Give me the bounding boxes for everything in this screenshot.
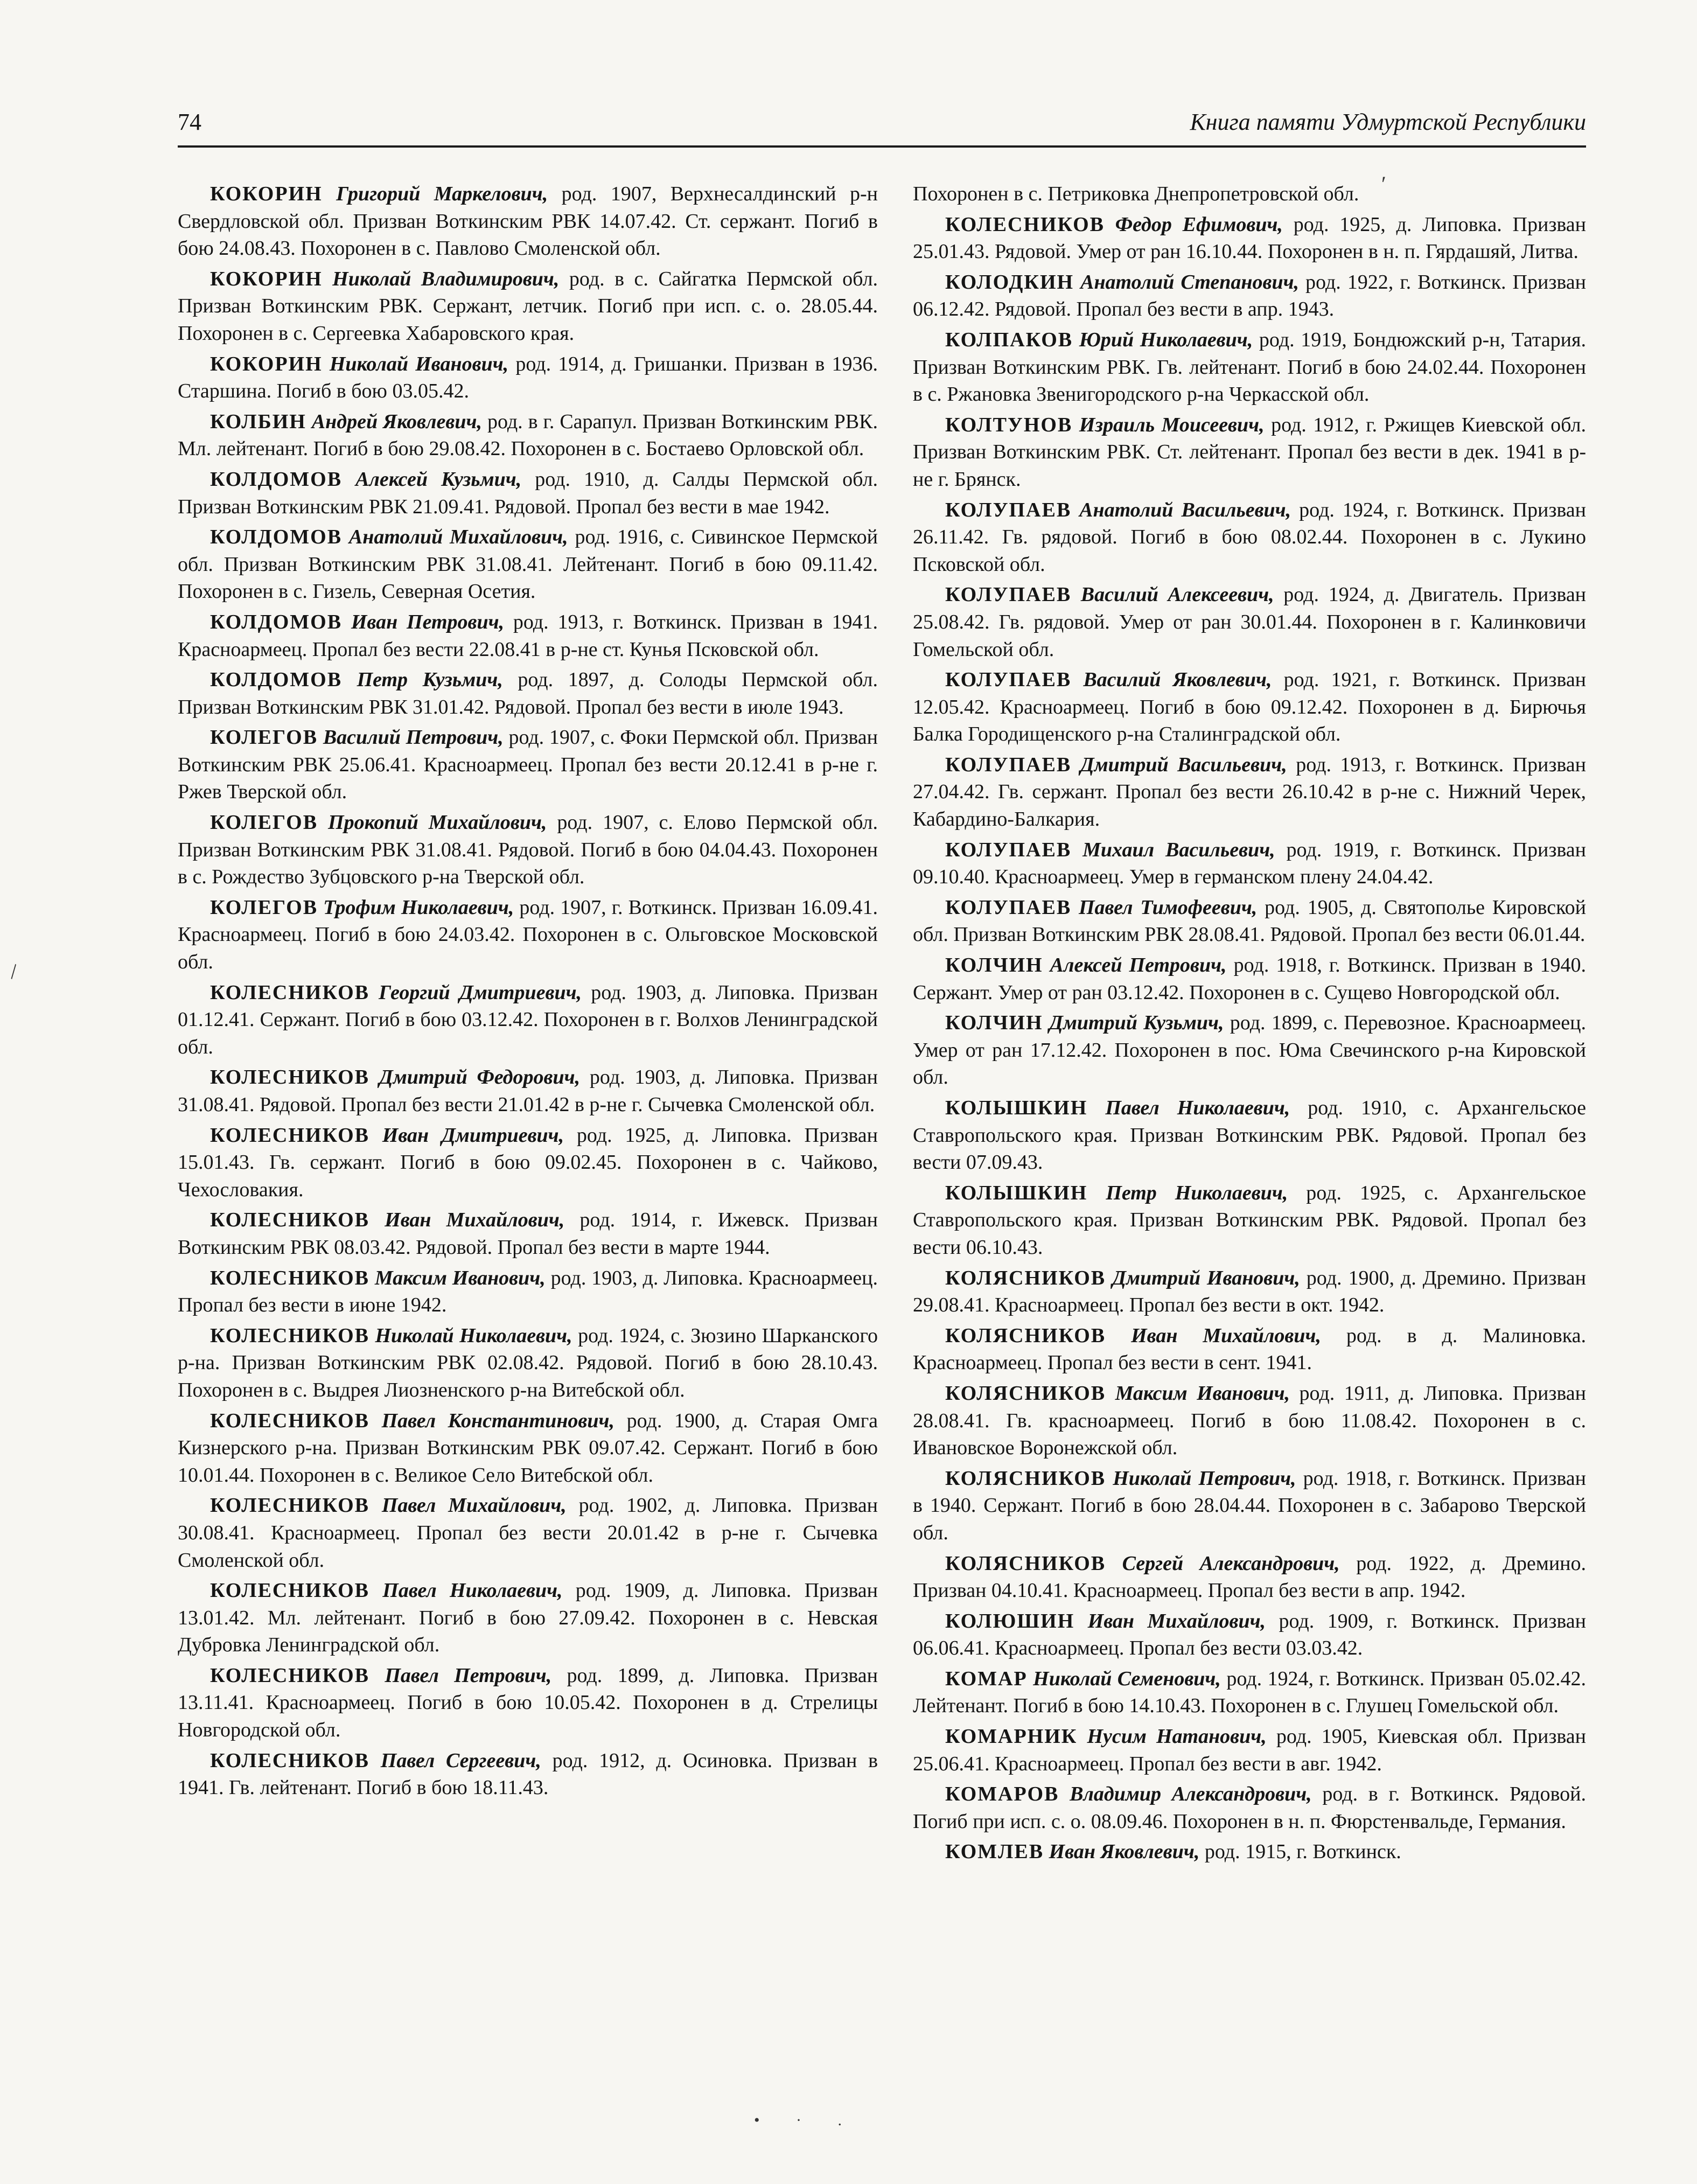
entry-given-name: Анатолий Михайлович, xyxy=(348,526,568,549)
memorial-entry xyxy=(913,1781,1586,1835)
entry-surname: КОЛУПАЕВ xyxy=(945,896,1072,919)
entry-surname: КОМАР xyxy=(945,1667,1028,1690)
entry-given-name: Николай Семенович, xyxy=(1033,1667,1221,1690)
entry-surname: КОЛЮШИН xyxy=(945,1609,1075,1632)
entry-surname: КОЛЫШКИН xyxy=(945,1181,1088,1204)
memorial-entry xyxy=(913,1094,1586,1176)
entry-given-name: Павел Константинович, xyxy=(381,1409,614,1432)
memorial-entry xyxy=(913,1550,1586,1604)
entry-surname: КОЛЕСНИКОВ xyxy=(210,1664,370,1687)
entry-details: род. 1902, д. Липовка. Призван 30.08.41. Красноармеец. Пропал без вести 20.01.42 в р-не г. Сычевка Смоленской обл. xyxy=(178,1494,878,1572)
memorial-entry xyxy=(178,724,878,806)
entry-details: род. 1903, д. Липовка. Красноармеец. Пропал без вести в июне 1942. xyxy=(178,1266,878,1317)
memorial-entry xyxy=(178,1206,878,1261)
entry-surname: КОКОРИН xyxy=(210,267,323,290)
entry-details: род. 1912, г. Ржищев Киевской обл. Призван Воткинским РВК. Ст. лейтенант. Пропал без вести в дек. 1941 в р-не г. Брянск. xyxy=(913,413,1586,491)
entry-given-name: Алексей Кузьмич, xyxy=(355,467,522,491)
scan-mark: ʹ xyxy=(1381,172,1386,196)
entry-given-name: Федор Ефимович, xyxy=(1115,213,1283,236)
entry-given-name: Иван Михайлович, xyxy=(1131,1324,1321,1347)
left-column xyxy=(178,180,878,2033)
entry-given-name: Нусим Натанович, xyxy=(1087,1725,1267,1748)
entry-details: род. 1900, д. Дремино. Призван 29.08.41. Красноармеец. Пропал без вести в окт. 1942. xyxy=(913,1266,1586,1317)
entry-surname: КОЛЯСНИКОВ xyxy=(945,1381,1106,1405)
memorial-entry xyxy=(178,1322,878,1404)
entry-given-name: Дмитрий Иванович, xyxy=(1112,1266,1300,1289)
entry-given-name: Максим Иванович, xyxy=(374,1266,546,1289)
entry-details: род. 1914, г. Ижевск. Призван Воткинским РВК 08.03.42. Рядовой. Пропал без вести в марте 1944. xyxy=(178,1209,878,1259)
entry-details: род. 1919, г. Воткинск. Призван 09.10.40. Красноармеец. Умер в германском плену 24.04.42. xyxy=(913,838,1586,889)
memorial-entry xyxy=(178,351,878,405)
entry-surname: КОЛЕСНИКОВ xyxy=(210,1266,370,1289)
entry-surname: КОЛПАКОВ xyxy=(945,328,1073,351)
entry-details: род. 1903, д. Липовка. Призван 01.12.41. Сержант. Погиб в бою 03.12.42. Похоронен в г. Волхов Ленинградской обл. xyxy=(178,981,878,1058)
entry-details: род. 1910, с. Архангельское Ставропольского края. Призван Воткинским РВК. Рядовой. Пропал без вести 07.09.43. xyxy=(913,1097,1586,1174)
entry-given-name: Павел Сергеевич, xyxy=(380,1749,541,1772)
entry-given-name: Анатолий Васильевич, xyxy=(1079,498,1291,521)
entry-details: род. 1924, с. Зюзино Шарканского р-на. Призван Воткинским РВК 02.08.42. Рядовой. Погиб в бою 28.10.43. Похоронен в с. Выдрея Лиозненского р-на Витебской обл. xyxy=(178,1324,878,1401)
entry-details: род. 1924, г. Воткинск. Призван 05.02.42. Лейтенант. Погиб в бою 14.10.43. Похоронен в с. Глушец Гомельской обл. xyxy=(913,1667,1586,1718)
entry-surname: КОЛТУНОВ xyxy=(945,413,1073,436)
entry-surname: КОЛЧИН xyxy=(945,1011,1043,1035)
entry-details: род. 1913, г. Воткинск. Призван 27.04.42. Гв. сержант. Пропал без вести 26.10.42 в р-не с. Нижний Черек, Кабардино-Балкария. xyxy=(913,753,1586,831)
memorial-entry xyxy=(913,1465,1586,1547)
memorial-entry xyxy=(913,751,1586,833)
entry-surname: КОЛЯСНИКОВ xyxy=(945,1552,1106,1575)
entry-surname: КОЛЯСНИКОВ xyxy=(945,1467,1106,1490)
entry-given-name: Григорий Маркелович, xyxy=(336,183,548,205)
entry-surname: КОЛЕСНИКОВ xyxy=(210,1209,370,1232)
entry-given-name: Николай Владимирович, xyxy=(332,267,560,290)
entry-given-name: Иван Михайлович, xyxy=(1087,1609,1266,1632)
memorial-entry xyxy=(913,211,1586,266)
page-number: 74 xyxy=(178,109,201,135)
entry-given-name: Юрий Николаевич, xyxy=(1079,328,1253,351)
memorial-entry xyxy=(178,408,878,463)
entry-surname: КОЛЕГОВ xyxy=(210,726,318,749)
memorial-entry xyxy=(913,411,1586,493)
right-column xyxy=(913,180,1586,2033)
entry-details: род. 1924, д. Двигатель. Призван 25.08.42. Гв. рядовой. Умер от ран 30.01.44. Похоронен в г. Калинковичи Гомельской обл. xyxy=(913,583,1586,661)
entry-details: род. 1909, г. Воткинск. Призван 06.06.41. Красноармеец. Пропал без вести 03.03.42. xyxy=(913,1609,1586,1660)
page-header xyxy=(178,106,1586,139)
memorial-entry xyxy=(178,894,878,976)
memorial-entry xyxy=(178,979,878,1061)
entry-given-name: Израиль Моисеевич, xyxy=(1079,413,1265,436)
header-rule xyxy=(178,145,1586,148)
entry-given-name: Иван Михайлович, xyxy=(385,1209,565,1232)
memorial-entry xyxy=(913,836,1586,891)
entry-surname: КОКОРИН xyxy=(210,352,323,375)
memorial-entry xyxy=(178,1122,878,1204)
entry-details: род. 1907, с. Фоки Пермской обл. Призван Воткинским РВК 25.06.41. Красноармеец. Пропал без вести 20.12.41 в р-не г. Ржев Тверской обл. xyxy=(178,726,878,804)
entry-surname: КОЛДОМОВ xyxy=(210,526,343,549)
entry-surname: КОЛЯСНИКОВ xyxy=(945,1324,1106,1347)
entry-details: род. 1907, г. Воткинск. Призван 16.09.41. Красноармеец. Погиб в бою 24.03.42. Похоронен в с. Ольговское Московской обл. xyxy=(178,896,878,974)
memorial-entry xyxy=(913,1009,1586,1091)
entry-surname: КОЛЕСНИКОВ xyxy=(210,1066,370,1089)
entry-given-name: Николай Петрович, xyxy=(1113,1467,1296,1490)
entry-given-name: Сергей Александрович, xyxy=(1122,1552,1340,1575)
memorial-entry xyxy=(178,1747,878,1802)
entry-details: род. 1909, д. Липовка. Призван 13.01.42. Мл. лейтенант. Погиб в бою 27.09.42. Похоронен в с. Невская Дубровка Ленинградской обл. xyxy=(178,1579,878,1657)
entry-details: род. 1924, г. Воткинск. Призван 26.11.42. Гв. рядовой. Погиб в бою 08.02.44. Похоронен в с. Лукино Псковской обл. xyxy=(913,498,1586,576)
memorial-entry xyxy=(178,1662,878,1744)
memorial-entry xyxy=(178,180,878,262)
entry-surname: КОЛЕГОВ xyxy=(210,811,318,834)
entry-details: род. 1918, г. Воткинск. Призван в 1940. Сержант. Погиб в бою 28.04.44. Похоронен в с. Забарово Тверской обл. xyxy=(913,1467,1586,1544)
entry-surname: КОЛУПАЕВ xyxy=(945,498,1072,521)
entry-given-name: Василий Петрович, xyxy=(323,726,504,749)
entry-given-name: Трофим Николаевич, xyxy=(323,896,514,919)
book-title: Книга памяти Удмуртской Республики xyxy=(1190,109,1586,135)
entry-surname: КОЛУПАЕВ xyxy=(945,583,1072,606)
entry-given-name: Дмитрий Кузьмич, xyxy=(1049,1011,1224,1035)
entry-surname: КОЛЕСНИКОВ xyxy=(210,1324,370,1347)
entry-surname: КОЛЯСНИКОВ xyxy=(945,1266,1106,1289)
entry-details: род. 1916, с. Сивинское Пермской обл. Призван Воткинским РВК 31.08.41. Лейтенант. Погиб в бою 09.11.42. Похоронен в с. Гизель, Северная Осетия. xyxy=(178,526,878,603)
entry-details: род. 1913, г. Воткинск. Призван в 1941. Красноармеец. Пропал без вести 22.08.41 в р-не ст. Кунья Псковской обл. xyxy=(178,610,878,661)
entry-details: род. 1903, д. Липовка. Призван 31.08.41. Рядовой. Пропал без вести 21.01.42 в р-не г. Сычевка Смоленской обл. xyxy=(178,1066,878,1116)
entry-surname: КОЛЕСНИКОВ xyxy=(210,1409,370,1432)
memorial-entry xyxy=(913,1608,1586,1662)
continuation-text: Похоронен в с. Петриковка Днепропетровской обл. xyxy=(913,183,1359,205)
memorial-entry xyxy=(913,269,1586,323)
entry-surname: КОЛУПАЕВ xyxy=(945,753,1072,776)
entry-given-name: Максим Иванович, xyxy=(1115,1381,1290,1405)
memorial-entry xyxy=(178,666,878,721)
entry-given-name: Павел Николаевич, xyxy=(382,1579,563,1602)
entry-details: род. 1914, д. Гришанки. Призван в 1936. Старшина. Погиб в бою 03.05.42. xyxy=(178,352,878,403)
entry-given-name: Василий Алексеевич, xyxy=(1080,583,1274,606)
scan-mark: \ xyxy=(4,959,24,983)
entry-surname: КОЛУПАЕВ xyxy=(945,838,1072,861)
entry-details: род. в с. Сайгатка Пермской обл. Призван Воткинским РВК. Сержант, летчик. Погиб при исп. с. о. 28.05.44. Похоронен в с. Сергеевка Хабаровского края. xyxy=(178,267,878,345)
entry-details: род. 1897, д. Солоды Пермской обл. Призван Воткинским РВК 31.01.42. Рядовой. Пропал без вести в июле 1943. xyxy=(178,668,878,718)
entry-details: род. 1912, д. Осиновка. Призван в 1941. Гв. лейтенант. Погиб в бою 18.11.43. xyxy=(178,1749,878,1799)
entry-details: род. в г. Сарапул. Призван Воткинским РВК. Мл. лейтенант. Погиб в бою 29.08.42. Похоронен в с. Бостаево Орловской обл. xyxy=(178,410,878,460)
entry-surname: КОЛЕСНИКОВ xyxy=(210,1124,370,1147)
entry-surname: КОЛУПАЕВ xyxy=(945,668,1072,692)
entry-surname: КОЛЕСНИКОВ xyxy=(210,981,370,1004)
memorial-entry xyxy=(178,1265,878,1319)
entry-details: род. 1922, г. Воткинск. Призван 06.12.42. Рядовой. Пропал без вести в апр. 1943. xyxy=(913,270,1586,321)
entry-details: род. 1919, Бондюжский р-н, Татария. Призван Воткинским РВК. Гв. лейтенант. Погиб в бою 24.02.44. Похоронен в с. Ржановка Звенигородского р-на Черкасской обл. xyxy=(913,328,1586,406)
entry-given-name: Иван Петрович, xyxy=(351,610,505,633)
entry-given-name: Николай Николаевич, xyxy=(375,1324,572,1347)
entry-details: род. 1899, с. Перевозное. Красноармеец. Умер от ран 17.12.42. Похоронен в пос. Юма Свечинского р-на Кировской обл. xyxy=(913,1011,1586,1089)
entry-details: род. 1910, д. Салды Пермской обл. Призван Воткинским РВК 21.09.41. Рядовой. Пропал без вести в мае 1942. xyxy=(178,467,878,518)
memorial-entry xyxy=(913,666,1586,748)
entry-details: род. в д. Малиновка. Красноармеец. Пропал без вести в сент. 1941. xyxy=(913,1324,1586,1374)
entry-details: род. 1918, г. Воткинск. Призван в 1940. Сержант. Умер от ран 03.12.42. Похоронен в с. Сущево Новгородской обл. xyxy=(913,954,1586,1004)
entry-details: род. 1925, д. Липовка. Призван 15.01.43. Гв. сержант. Погиб в бою 09.02.45. Похоронен в с. Чайково, Чехословакия. xyxy=(178,1124,878,1201)
memorial-entry xyxy=(913,326,1586,408)
entry-surname: КОМЛЕВ xyxy=(945,1840,1044,1864)
memorial-entry xyxy=(913,1265,1586,1319)
memorial-entry xyxy=(178,266,878,347)
memorial-entry xyxy=(913,952,1586,1006)
entry-given-name: Дмитрий Васильевич, xyxy=(1080,753,1287,776)
entry-given-name: Георгий Дмитриевич, xyxy=(379,981,582,1004)
memorial-entry xyxy=(178,1064,878,1118)
entry-surname: КОЛДОМОВ xyxy=(210,668,343,692)
memorial-entry xyxy=(913,497,1586,578)
entry-surname: КОЛДОМОВ xyxy=(210,610,343,633)
entry-given-name: Петр Кузьмич, xyxy=(357,668,503,692)
entry-surname: КОМАРОВ xyxy=(945,1783,1059,1806)
memorial-entry xyxy=(178,1407,878,1489)
memorial-entry xyxy=(913,1180,1586,1261)
entry-given-name: Петр Николаевич, xyxy=(1106,1181,1288,1204)
memorial-entry xyxy=(178,524,878,605)
entry-surname: КОЛЕСНИКОВ xyxy=(945,213,1105,236)
entry-given-name: Михаил Васильевич, xyxy=(1083,838,1275,861)
memorial-entry xyxy=(178,1492,878,1574)
entry-given-name: Василий Яковлевич, xyxy=(1083,668,1272,692)
entry-details: род. 1899, д. Липовка. Призван 13.11.41. Красноармеец. Погиб в бою 10.05.42. Похоронен в д. Стрелицы Новгородской обл. xyxy=(178,1664,878,1742)
entry-surname: КОЛДОМОВ xyxy=(210,467,343,491)
entry-surname: КОЛЕСНИКОВ xyxy=(210,1494,370,1517)
entry-details: род. 1915, г. Воткинск. xyxy=(1204,1840,1401,1864)
memorial-entry xyxy=(913,1723,1586,1777)
entry-given-name: Алексей Петрович, xyxy=(1050,954,1227,977)
entry-surname: КОМАРНИК xyxy=(945,1725,1078,1748)
entry-surname: КОЛЫШКИН xyxy=(945,1097,1088,1119)
memorial-entry xyxy=(178,466,878,520)
entry-surname: КОЛЕСНИКОВ xyxy=(210,1749,370,1772)
entry-given-name: Владимир Александрович, xyxy=(1070,1783,1312,1806)
entry-surname: КОЛОДКИН xyxy=(945,270,1074,294)
entry-details: род. 1907, Верхнесалдинский р-н Свердловской обл. Призван Воткинским РВК 14.07.42. Ст. сержант. Погиб в бою 24.08.43. Похоронен в с. Павлово Смоленской обл. xyxy=(178,183,878,260)
entry-given-name: Иван Дмитриевич, xyxy=(382,1124,564,1147)
memorial-entry xyxy=(913,894,1586,948)
entry-given-name: Павел Петрович, xyxy=(385,1664,552,1687)
scan-dots: • · . xyxy=(754,2111,858,2129)
entry-given-name: Анатолий Степанович, xyxy=(1080,270,1300,294)
entry-surname: КОКОРИН xyxy=(210,183,323,205)
entry-given-name: Павел Николаевич, xyxy=(1105,1097,1290,1119)
entry-details: род. 1925, с. Архангельское Ставропольского края. Призван Воткинским РВК. Рядовой. Пропал без вести 06.10.43. xyxy=(913,1181,1586,1259)
entry-surname: КОЛЕГОВ xyxy=(210,896,318,919)
entry-surname: КОЛЧИН xyxy=(945,954,1043,977)
memorial-entry xyxy=(913,1380,1586,1462)
entry-details: род. в г. Воткинск. Рядовой. Погиб при исп. с. о. 08.09.46. Похоронен в н. п. Фюрстенвальде, Германия. xyxy=(913,1783,1586,1833)
entry-details: род. 1905, д. Святополье Кировской обл. Призван Воткинским РВК 28.08.41. Рядовой. Пропал без вести 06.01.44. xyxy=(913,896,1586,946)
entry-details: род. 1925, д. Липовка. Призван 25.01.43. Рядовой. Умер от ран 16.10.44. Похоронен в н. п. Гярдашяй, Литва. xyxy=(913,213,1586,263)
memorial-entry xyxy=(913,1322,1586,1377)
entry-details: род. 1921, г. Воткинск. Призван 12.05.42. Красноармеец. Погиб в бою 09.12.42. Похоронен в д. Бирючья Балка Городищенского р-на Сталинградской обл. xyxy=(913,668,1586,746)
entry-given-name: Павел Тимофеевич, xyxy=(1079,896,1258,919)
memorial-entry xyxy=(913,1838,1586,1866)
entry-details: род. 1911, д. Липовка. Призван 28.08.41. Гв. красноармеец. Погиб в бою 11.08.42. Похоронен в с. Ивановское Воронежской обл. xyxy=(913,1381,1586,1460)
memorial-entry xyxy=(178,609,878,663)
entry-surname: КОЛБИН xyxy=(210,410,306,433)
memorial-entry xyxy=(913,581,1586,663)
entry-details: род. 1922, д. Дремино. Призван 04.10.41. Красноармеец. Пропал без вести в апр. 1942. xyxy=(913,1552,1586,1602)
memorial-entry xyxy=(178,809,878,891)
entry-given-name: Андрей Яковлевич, xyxy=(311,410,482,433)
memorial-entry xyxy=(178,1577,878,1659)
memorial-entry xyxy=(913,1665,1586,1720)
entry-given-name: Прокопий Михайлович, xyxy=(328,811,547,834)
entry-details: род. 1907, с. Елово Пермской обл. Призван Воткинским РВК 31.08.41. Рядовой. Погиб в бою 04.04.43. Похоронен в с. Рождество Зубцовского р-на Тверской обл. xyxy=(178,811,878,889)
entry-given-name: Иван Яковлевич, xyxy=(1049,1840,1200,1864)
entry-details: род. 1900, д. Старая Омга Кизнерского р-на. Призван Воткинским РВК 09.07.42. Сержант. Погиб в бою 10.01.44. Похоронен в с. Великое Село Витебской обл. xyxy=(178,1409,878,1487)
entry-given-name: Павел Михайлович, xyxy=(381,1494,567,1517)
entry-given-name: Николай Иванович, xyxy=(329,352,509,375)
entry-surname: КОЛЕСНИКОВ xyxy=(210,1579,370,1602)
entry-details: род. 1905, Киевская обл. Призван 25.06.41. Красноармеец. Пропал без вести в авг. 1942. xyxy=(913,1725,1586,1775)
entry-given-name: Дмитрий Федорович, xyxy=(379,1066,581,1089)
